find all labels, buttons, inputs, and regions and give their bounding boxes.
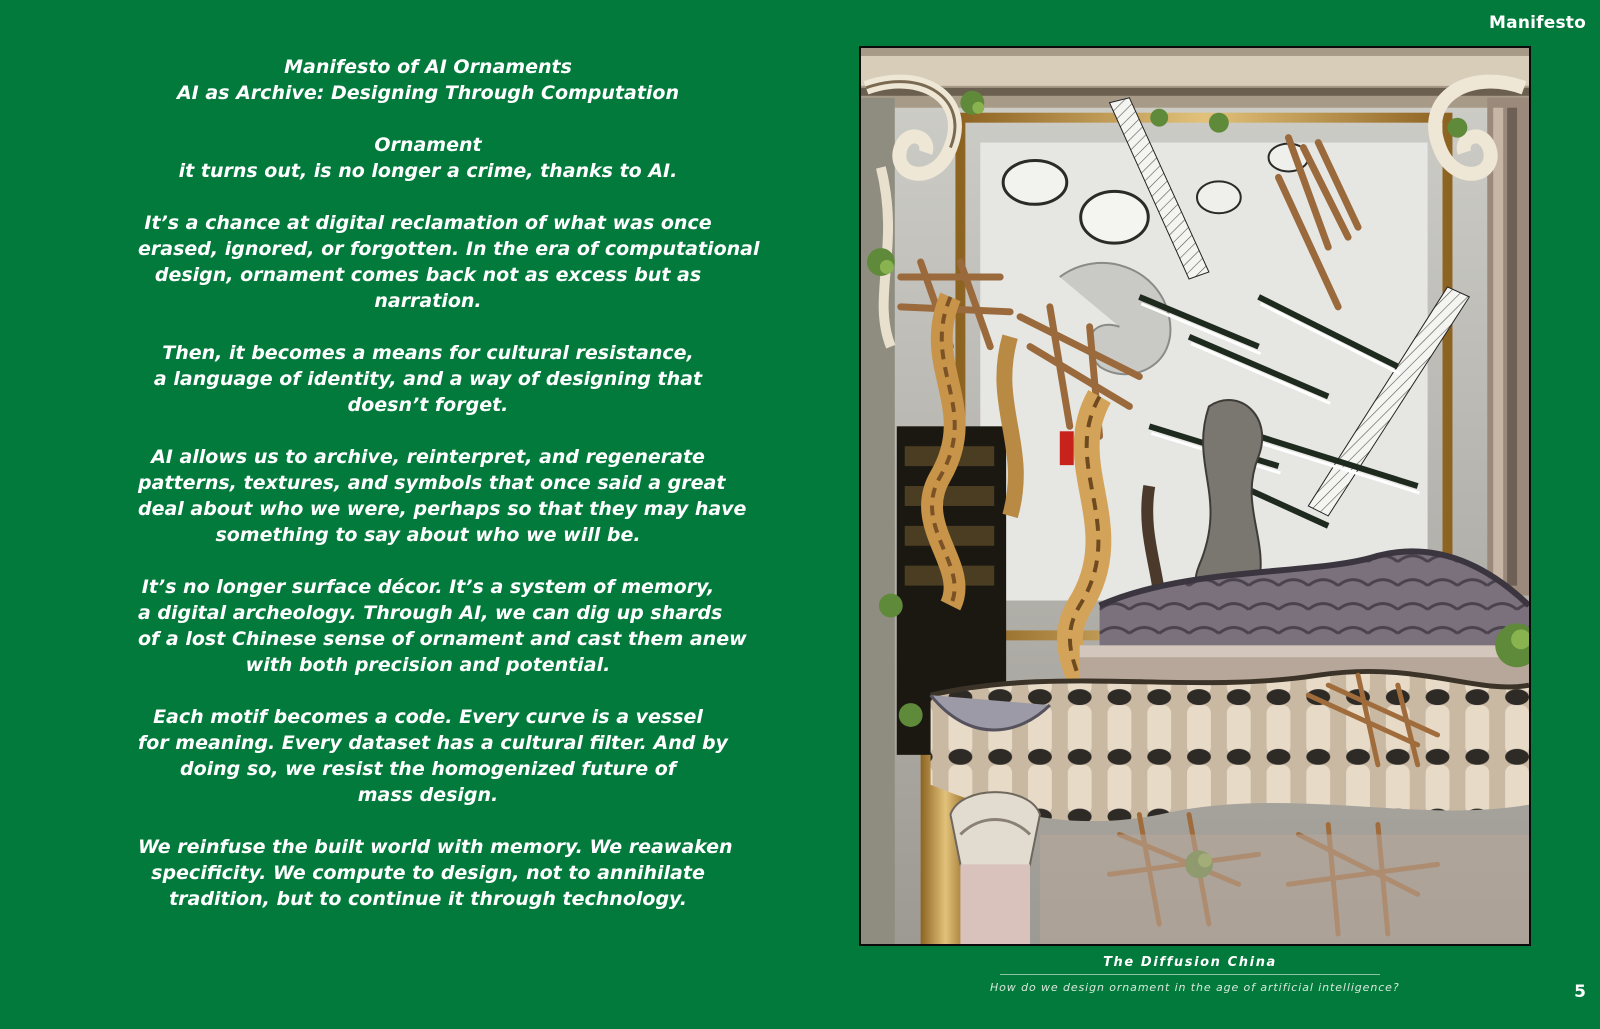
page-number: 5 [1574,982,1586,1002]
manifesto-line: It’s a chance at digital reclamation of what was once [144,212,712,234]
manifesto-line: narration. [374,290,482,312]
manifesto-paragraph [138,132,718,184]
manifesto-paragraph [138,574,747,678]
manifesto-paragraph [138,834,733,912]
manifesto-line: it turns out, is no longer a crime, thanks to AI. [178,160,678,182]
manifesto-line: Each motif becomes a code. Every curve is a vessel [153,706,703,728]
manifesto-title-line: Manifesto of AI Ornaments [284,56,572,78]
figure-caption [990,955,1400,994]
manifesto-line: a digital archeology. Through AI, we can dig up shards [138,602,723,624]
caption-subtitle: How do we design ornament in the age of artificial intelligence? [990,981,1400,994]
caption-title: The Diffusion China [1000,955,1380,975]
manifesto-paragraph [138,444,747,548]
collage-illustration [861,48,1529,944]
manifesto-line: of a lost Chinese sense of ornament and cast them anew [138,628,747,650]
manifesto-line: mass design. [357,784,499,806]
manifesto-line: erased, ignored, or forgotten. In the era of computational [138,238,760,260]
manifesto-line: something to say about who we will be. [215,524,641,546]
manifesto-line: AI allows us to archive, reinterpret, and regenerate [151,446,705,468]
manifesto-line: design, ornament comes back not as excess but as [154,264,702,286]
manifesto-title-line: AI as Archive: Designing Through Computation [176,82,680,104]
manifesto-paragraph [138,704,728,808]
manifesto-line: tradition, but to continue it through technology. [169,888,687,910]
manifesto-line: Then, it becomes a means for cultural resistance, [162,342,694,364]
manifesto-line: specificity. We compute to design, not to annihilate [151,862,705,884]
manifesto-line: It’s no longer surface décor. It’s a system of memory, [141,576,715,598]
manifesto-paragraph [138,210,760,314]
manifesto-line: patterns, textures, and symbols that once said a great [138,472,726,494]
manifesto-paragraph [138,340,718,418]
manifesto-line: Ornament [374,134,482,156]
manifesto-line: with both precision and potential. [245,654,611,676]
manifesto-paragraph [138,54,718,106]
section-label: Manifesto [1489,13,1586,33]
manifesto-line: for meaning. Every dataset has a cultural filter. And by [138,732,728,754]
manifesto-line: deal about who we were, perhaps so that they may have [138,498,747,520]
manifesto-text [138,54,760,938]
manifesto-line: a language of identity, and a way of designing that [153,368,703,390]
manifesto-line: doesn’t forget. [347,394,509,416]
manifesto-line: doing so, we resist the homogenized future of [179,758,677,780]
ai-ornament-collage [859,46,1531,946]
manifesto-line: We reinfuse the built world with memory. We reawaken [138,836,733,858]
